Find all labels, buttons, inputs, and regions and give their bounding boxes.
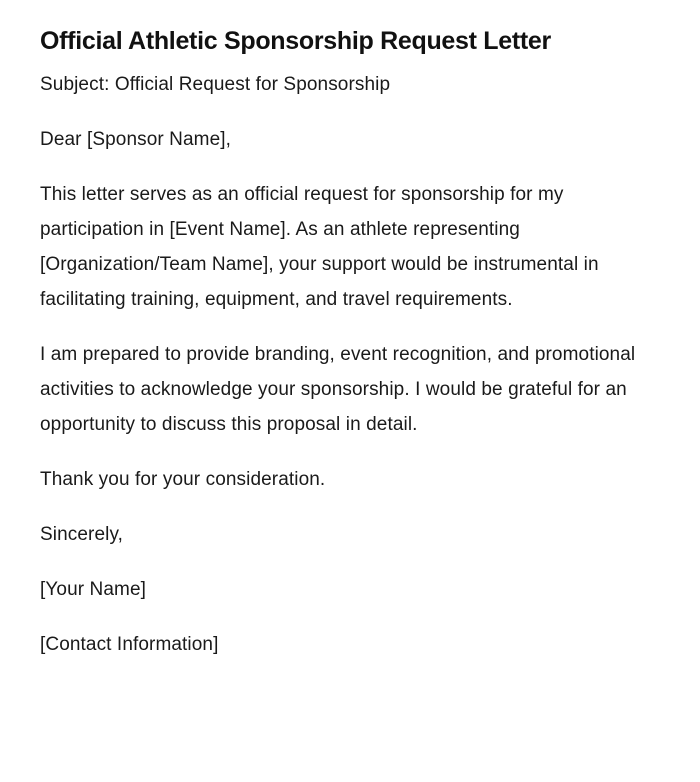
closing-line: Sincerely, (40, 524, 124, 545)
body-paragraph-2: I am prepared to provide branding, event recognition, and promotional activities to acknowledge your sponsorship. I would be grateful for an opportunity to discuss this proposal in detail. (40, 344, 636, 435)
signature-name: [Your Name] (40, 579, 147, 600)
contact-information: [Contact Information] (40, 634, 219, 655)
salutation: Dear [Sponsor Name], (40, 129, 232, 150)
thanks-line: Thank you for your consideration. (40, 469, 326, 490)
subject-line: Subject: Official Request for Sponsorship (40, 74, 391, 95)
body-paragraph-1: This letter serves as an official request for sponsorship for my participation in [Event Name]. As an athlete representing [Organization/Team Name], your support would be instrumental in facilitating training, equipment, and travel requirements. (40, 184, 599, 310)
letter-title: Official Athletic Sponsorship Request Letter (40, 27, 551, 55)
